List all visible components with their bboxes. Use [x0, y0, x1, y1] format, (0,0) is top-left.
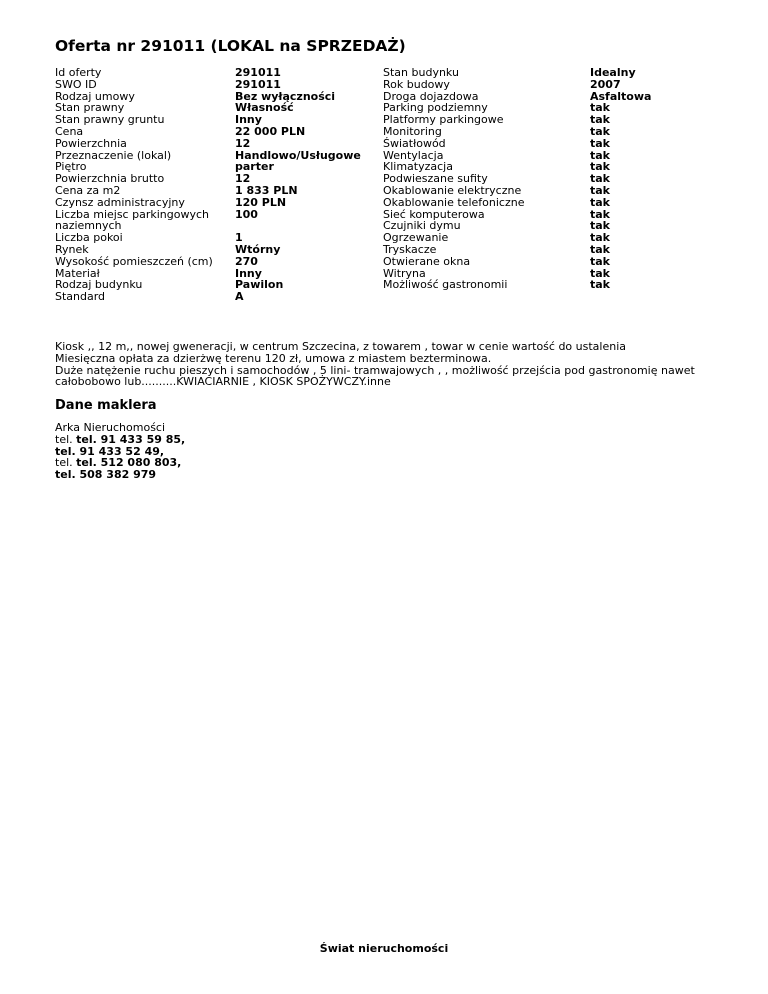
property-value: tak	[590, 231, 610, 245]
agent-details	[55, 422, 185, 481]
property-row	[383, 79, 651, 91]
property-value: Wtórny	[235, 242, 281, 256]
property-value: tak	[590, 254, 610, 268]
property-value: tak	[590, 242, 610, 256]
property-label: Platformy parkingowe	[383, 113, 504, 127]
property-label: Rok budowy	[383, 77, 450, 91]
property-label: Stan budynku	[383, 66, 459, 79]
phone-number: tel. 512 080 803,	[76, 456, 182, 470]
property-value: Pawilon	[235, 278, 284, 292]
description-line: Miesięczna opłata za dzierżwę terenu 120 zł, umowa z miastem bezterminowa.	[55, 351, 492, 365]
footer-brand: Świat nieruchomości	[319, 942, 449, 955]
property-row	[383, 256, 651, 268]
property-label: Rodzaj umowy	[55, 89, 135, 103]
property-label: Podwieszane sufity	[383, 172, 488, 186]
property-value: Asfaltowa	[590, 89, 652, 103]
property-value: tak	[590, 195, 610, 209]
property-table-left	[55, 67, 361, 303]
agent-phone-line	[55, 469, 185, 481]
property-value: Idealny	[590, 66, 636, 79]
property-label: Wentylacja	[383, 148, 444, 162]
property-row	[383, 244, 651, 256]
property-row	[55, 185, 361, 197]
property-label: Droga dojazdowa	[383, 89, 479, 103]
property-value: Bez wyłączności	[235, 89, 336, 103]
property-label: Powierzchnia	[55, 136, 127, 150]
phone-number: tel. 91 433 52 49,	[55, 444, 165, 458]
property-label: Tryskacze	[383, 242, 437, 256]
property-value: tak	[590, 160, 610, 174]
property-value: 22 000 PLN	[235, 124, 306, 138]
property-value: tak	[590, 219, 610, 233]
property-label: Cena za m2	[55, 183, 121, 197]
offer-description	[55, 341, 705, 388]
property-value: tak	[590, 278, 610, 292]
property-label: Wysokość pomieszczeń (cm)	[55, 254, 213, 268]
property-label: Standard	[55, 290, 106, 304]
property-value: tak	[590, 136, 610, 150]
property-value: 12	[235, 172, 251, 186]
property-row	[55, 126, 361, 138]
description-line: Kiosk ,, 12 m,, nowej gweneracji, w centrum Szczecina, z towarem , towar w cenie wartość do ustalenia	[55, 340, 627, 353]
phone-prefix: tel.	[55, 432, 73, 446]
property-row	[383, 197, 651, 209]
property-row	[55, 150, 361, 162]
property-label: Rodzaj budynku	[55, 278, 143, 292]
property-value: 120 PLN	[235, 195, 287, 209]
property-label: Powierzchnia brutto	[55, 172, 165, 186]
phone-number: tel. 91 433 59 85,	[76, 432, 186, 446]
property-label: Ogrzewanie	[383, 231, 449, 245]
property-label: Okablowanie telefoniczne	[383, 195, 525, 209]
description-line: Duże natężenie ruchu pieszych i samochodów , 5 lini- tramwajowych , , możliwość przejścia pod gastronomię nawet całobobowo lub..........KWIACIARNIE , KIOSK SPOŻYWCZY.inne	[55, 363, 695, 389]
property-value: Inny	[235, 266, 262, 280]
property-value: parter	[235, 160, 274, 174]
property-label: Parking podziemny	[383, 101, 488, 115]
property-label: Liczba miejsc parkingowych naziemnych	[55, 207, 209, 233]
property-value: tak	[590, 101, 610, 115]
property-label: Otwierane okna	[383, 254, 471, 268]
property-label: Piętro	[55, 160, 87, 174]
property-label: Czynsz administracyjny	[55, 195, 185, 209]
property-label: Czujniki dymu	[383, 219, 461, 233]
property-row	[55, 256, 361, 268]
property-row	[383, 126, 651, 138]
property-row	[55, 79, 361, 91]
property-row	[55, 291, 361, 303]
property-row	[55, 138, 361, 150]
property-label: SWO ID	[55, 77, 97, 91]
property-label: Okablowanie elektryczne	[383, 183, 522, 197]
property-value: 100	[235, 207, 258, 221]
property-row	[55, 197, 361, 209]
property-label: Przeznaczenie (lokal)	[55, 148, 172, 162]
property-value: 291011	[235, 77, 281, 91]
property-value: tak	[590, 113, 610, 127]
property-label: Sieć komputerowa	[383, 207, 485, 221]
property-value: 12	[235, 136, 251, 150]
property-value: 1	[235, 231, 243, 245]
property-table-right	[383, 67, 651, 291]
property-row	[55, 232, 361, 244]
phone-prefix: tel.	[55, 456, 73, 470]
property-label: Stan prawny gruntu	[55, 113, 165, 127]
property-value: tak	[590, 172, 610, 186]
property-label: Rynek	[55, 242, 89, 256]
property-row	[55, 67, 361, 79]
property-value: Handlowo/Usługowe	[235, 148, 361, 162]
property-label: Liczba pokoi	[55, 231, 123, 245]
property-label: Światłowód	[383, 136, 446, 150]
property-row	[55, 244, 361, 256]
phone-number: tel. 508 382 979	[55, 468, 157, 482]
property-value: tak	[590, 266, 610, 280]
property-row	[383, 279, 651, 291]
property-value: tak	[590, 124, 610, 138]
agent-company: Arka Nieruchomości	[55, 421, 166, 434]
property-value: tak	[590, 183, 610, 197]
property-value: Inny	[235, 113, 262, 127]
property-label: Witryna	[383, 266, 426, 280]
property-label: Cena	[55, 124, 84, 138]
property-label: Możliwość gastronomii	[383, 278, 508, 292]
property-label: Klimatyzacja	[383, 160, 453, 174]
agent-section-title: Dane maklera	[55, 398, 157, 413]
property-row	[383, 138, 651, 150]
offer-title: Oferta nr 291011 (LOKAL na SPRZEDAŻ)	[55, 37, 406, 55]
property-value: tak	[590, 207, 610, 221]
property-label: Stan prawny	[55, 101, 125, 115]
property-row	[55, 209, 361, 233]
property-value: 2007	[590, 77, 621, 91]
property-label: Id oferty	[55, 66, 102, 79]
property-value: Własność	[235, 101, 294, 115]
property-label: Monitoring	[383, 124, 442, 138]
property-value: 1 833 PLN	[235, 183, 298, 197]
property-value: A	[235, 290, 244, 304]
property-value: 270	[235, 254, 258, 268]
property-row	[383, 185, 651, 197]
property-value: 291011	[235, 66, 281, 79]
property-value: tak	[590, 148, 610, 162]
property-label: Materiał	[55, 266, 100, 280]
property-row	[55, 114, 361, 126]
